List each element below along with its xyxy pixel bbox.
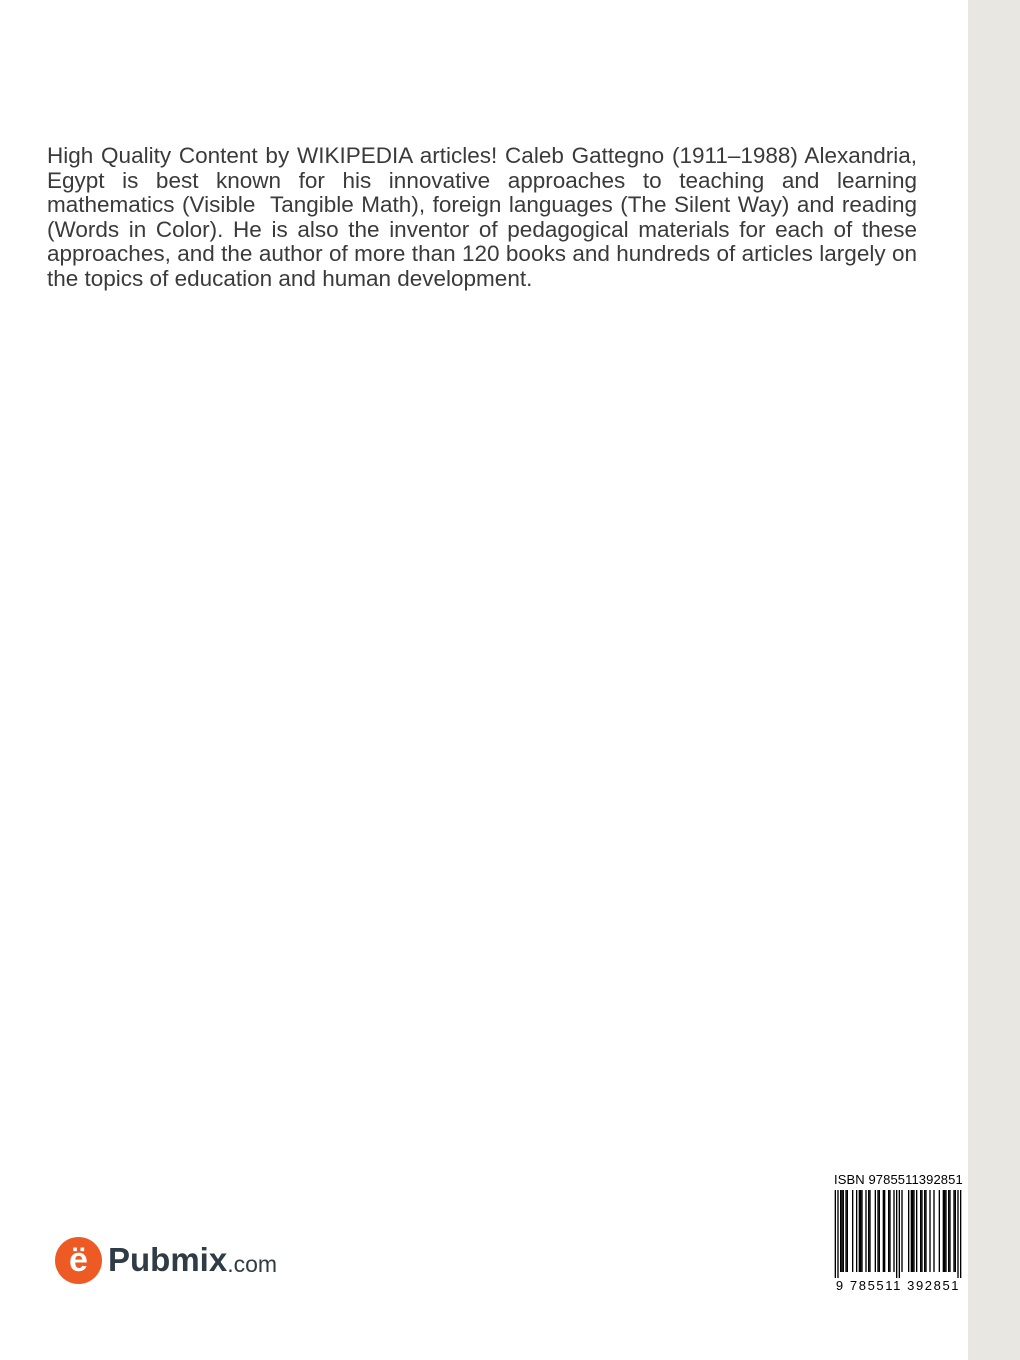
barcode-bar: [835, 1190, 836, 1278]
barcode-bar: [949, 1190, 950, 1272]
barcode-bar: [884, 1190, 885, 1272]
barcode-bar: [888, 1190, 889, 1272]
barcode-bar: [899, 1190, 900, 1278]
barcode-bar: [875, 1190, 876, 1272]
barcode-bar: [939, 1190, 940, 1272]
barcode-bar: [945, 1190, 946, 1272]
barcode-bar: [929, 1190, 930, 1272]
publisher-logo: [55, 1235, 277, 1285]
barcode-bar: [955, 1190, 956, 1272]
barcode-bar: [893, 1190, 894, 1272]
barcode-bar: [869, 1190, 870, 1272]
barcode-bar: [913, 1190, 914, 1272]
isbn-label: ISBN 9785511392851: [834, 1172, 963, 1187]
barcode-bar: [901, 1190, 902, 1272]
barcode-bar: [837, 1190, 838, 1278]
barcode-icon: [832, 1190, 964, 1278]
barcode-bar: [924, 1190, 925, 1272]
barcode-bar: [943, 1190, 944, 1272]
barcode-bar: [868, 1190, 869, 1272]
barcode-bar: [883, 1190, 884, 1272]
publisher-domain-suffix: .com: [227, 1250, 278, 1277]
barcode-bar: [847, 1190, 848, 1272]
barcode-bar: [908, 1190, 909, 1272]
barcode-bar: [948, 1190, 949, 1272]
back-cover-description: High Quality Content by WIKIPEDIA articles! Caleb Gattegno (1911–1988) Alexandria, Egypt is best known for his innovative approaches to teaching and learning mathematics (Visible Tangible Math), foreign languages (The Silent Way) and reading (Words in Color). He is also the inventor of pedagogical materials for each of these approaches, and the author of more than 120 books and hundreds of articles largely on the topics of education and human development.: [47, 143, 924, 291]
barcode-bar: [957, 1190, 958, 1278]
publisher-name: Pubmix: [108, 1241, 228, 1278]
barcode-bar: [861, 1190, 862, 1272]
barcode-bar: [859, 1190, 860, 1272]
barcode-bar: [912, 1190, 913, 1272]
barcode-bar: [852, 1190, 853, 1272]
isbn-barcode-block: [832, 1172, 964, 1296]
barcode-bar: [916, 1190, 917, 1272]
barcode-bar: [865, 1190, 866, 1272]
barcode-bar: [843, 1190, 844, 1272]
barcode-bar: [925, 1190, 926, 1272]
barcode-bar: [911, 1190, 912, 1272]
barcode-bar: [877, 1190, 878, 1272]
barcode-bar: [944, 1190, 945, 1272]
barcode-bar: [841, 1190, 842, 1272]
barcode-bar: [960, 1190, 961, 1278]
cover-spine-strip: [968, 0, 1020, 1360]
barcode-bar: [889, 1190, 890, 1272]
isbn-digits: 9 785511 392851: [835, 1278, 961, 1293]
barcode-bar: [920, 1190, 921, 1272]
barcode-bar: [860, 1190, 861, 1272]
barcode-bar: [933, 1190, 934, 1272]
barcode-bar: [845, 1190, 846, 1272]
barcode-bar: [879, 1190, 880, 1272]
barcode-bar: [856, 1190, 857, 1272]
publisher-logo-icon: ë: [55, 1237, 102, 1284]
barcode-bar: [896, 1190, 897, 1278]
barcode-bar: [840, 1190, 841, 1272]
barcode-bar: [921, 1190, 922, 1272]
barcode-bar: [953, 1190, 954, 1272]
